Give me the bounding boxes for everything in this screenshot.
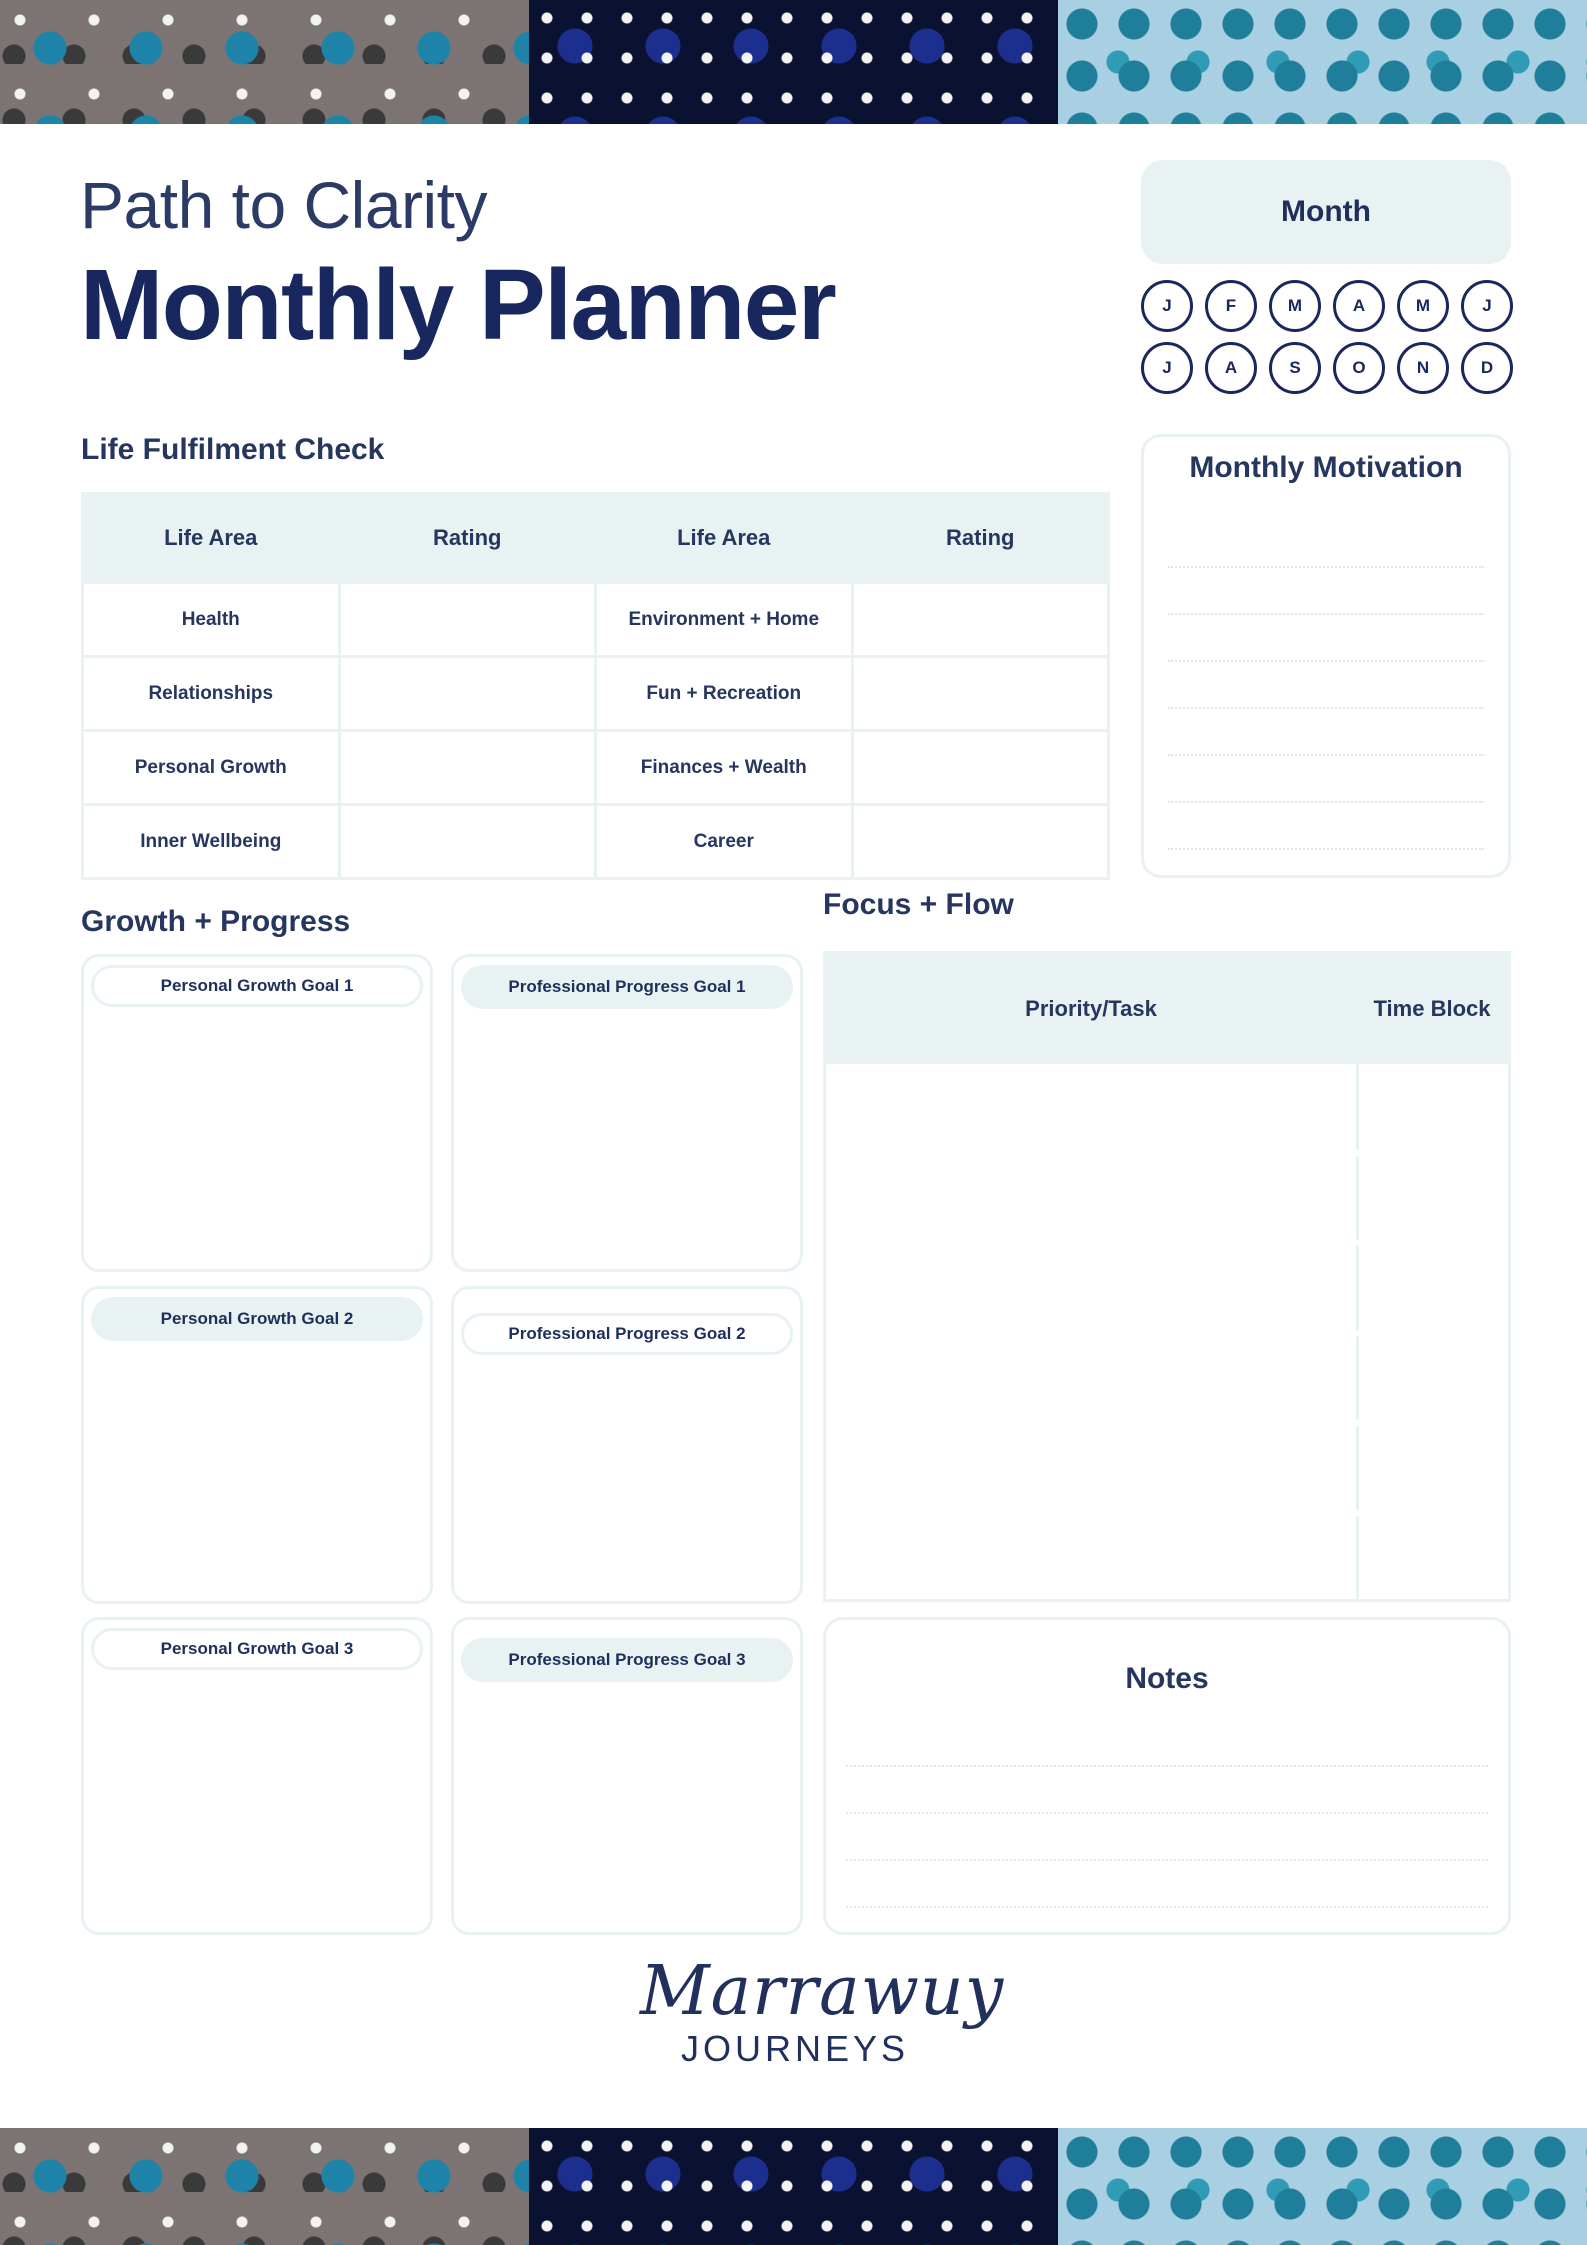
month-selector [1141, 280, 1513, 394]
time-block-header: Time Block [1373, 996, 1491, 1022]
focus-heading: Focus + Flow [823, 888, 1014, 921]
notes-box[interactable] [823, 1617, 1511, 1935]
priority-task-header: Priority/Task [1025, 996, 1157, 1022]
rating-cell[interactable] [339, 583, 596, 657]
logo-subtext: JOURNEYS [680, 2028, 910, 2069]
month-option[interactable]: S [1269, 342, 1321, 394]
goal-label: Professional Progress Goal 1 [461, 965, 793, 1009]
goal-card[interactable] [81, 1617, 433, 1935]
bottom-pattern-band [0, 2128, 1587, 2245]
life-area-cell: Personal Growth [83, 731, 340, 805]
writing-lines [1168, 521, 1484, 850]
life-check-table [81, 492, 1110, 880]
logo-wordmark: Marrawuy [640, 1952, 1005, 2031]
growth-heading: Growth + Progress [81, 905, 351, 938]
life-check-heading: Life Fulfilment Check [81, 433, 385, 466]
month-option[interactable]: M [1269, 280, 1321, 332]
life-area-cell: Health [83, 583, 340, 657]
life-area-cell: Relationships [83, 657, 340, 731]
page-title: Monthly Planner [80, 249, 836, 361]
life-area-cell: Environment + Home [596, 583, 853, 657]
rating-cell[interactable] [852, 657, 1109, 731]
life-area-cell: Career [596, 805, 853, 879]
goal-label: Personal Growth Goal 1 [91, 965, 423, 1007]
month-field[interactable]: Month [1141, 160, 1511, 264]
month-option[interactable]: O [1333, 342, 1385, 394]
goal-label: Professional Progress Goal 2 [461, 1313, 793, 1355]
table-row [83, 657, 1109, 731]
month-option[interactable]: A [1333, 280, 1385, 332]
life-area-cell: Fun + Recreation [596, 657, 853, 731]
month-option[interactable]: A [1205, 342, 1257, 394]
month-option[interactable]: M [1397, 280, 1449, 332]
page-subtitle: Path to Clarity [80, 168, 487, 242]
goal-card[interactable] [81, 954, 433, 1272]
month-option[interactable]: J [1141, 280, 1193, 332]
notes-title: Notes [1125, 1662, 1209, 1695]
month-option[interactable]: J [1461, 280, 1513, 332]
goal-label: Personal Growth Goal 2 [91, 1297, 423, 1341]
column-header: Life Area [596, 494, 853, 583]
life-area-cell: Inner Wellbeing [83, 805, 340, 879]
focus-task-table [823, 951, 1511, 1602]
life-area-cell: Finances + Wealth [596, 731, 853, 805]
brand-logo [640, 1952, 1005, 2070]
month-option[interactable]: F [1205, 280, 1257, 332]
writing-lines [846, 1720, 1488, 1908]
goal-card[interactable] [81, 1286, 433, 1604]
rating-cell[interactable] [339, 731, 596, 805]
rating-cell[interactable] [339, 805, 596, 879]
goal-card[interactable] [451, 1286, 803, 1604]
column-header: Rating [852, 494, 1109, 583]
rating-cell[interactable] [339, 657, 596, 731]
column-header: Life Area [83, 494, 340, 583]
goal-card[interactable] [451, 954, 803, 1272]
top-pattern-band [0, 0, 1587, 124]
month-option[interactable]: D [1461, 342, 1513, 394]
task-entry-area[interactable] [826, 1064, 1508, 1599]
column-header: Rating [339, 494, 596, 583]
goal-card[interactable] [451, 1617, 803, 1935]
motivation-title: Monthly Motivation [1189, 451, 1463, 484]
rating-cell[interactable] [852, 583, 1109, 657]
table-row [83, 731, 1109, 805]
month-option[interactable]: J [1141, 342, 1193, 394]
rating-cell[interactable] [852, 731, 1109, 805]
goal-label: Professional Progress Goal 3 [461, 1638, 793, 1682]
month-option[interactable]: N [1397, 342, 1449, 394]
table-row [83, 805, 1109, 879]
goal-label: Personal Growth Goal 3 [91, 1628, 423, 1670]
monthly-motivation-box[interactable] [1141, 434, 1511, 878]
table-row [83, 583, 1109, 657]
rating-cell[interactable] [852, 805, 1109, 879]
